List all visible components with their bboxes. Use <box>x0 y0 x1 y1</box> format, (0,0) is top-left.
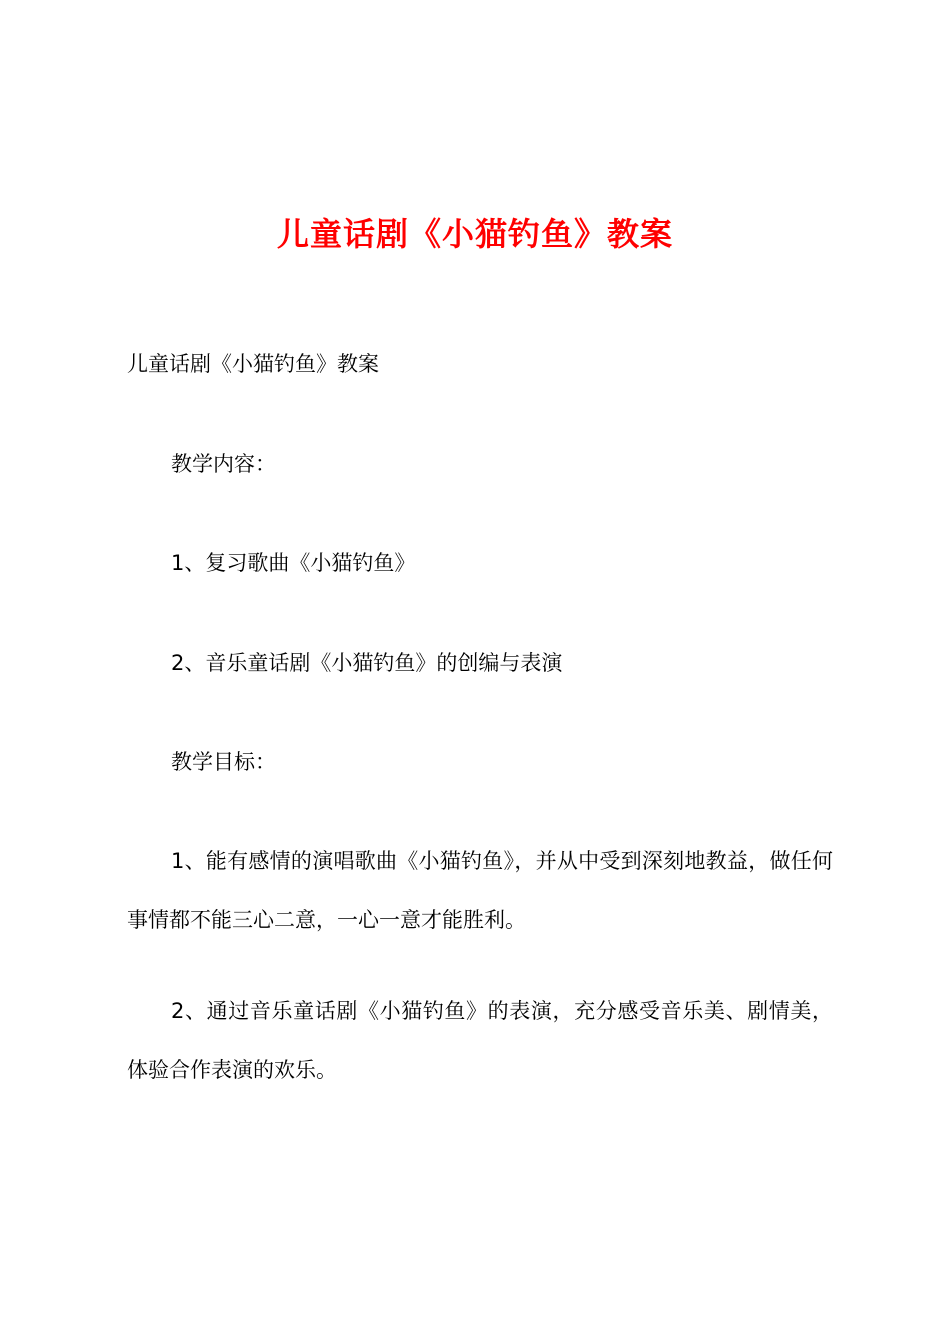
content-item: 1、复习歌曲《小猫钓鱼》 <box>171 551 416 575</box>
goal-paragraph: 2、通过音乐童话剧《小猫钓鱼》的表演，充分感受音乐美、剧情美，体验合作表演的欢乐。 <box>127 999 833 1082</box>
section-content-heading: 教学内容： <box>171 452 276 476</box>
section-goals-heading: 教学目标： <box>171 750 276 774</box>
document-subtitle: 儿童话剧《小猫钓鱼》教案 <box>127 352 379 376</box>
document-title: 儿童话剧《小猫钓鱼》教案 <box>276 215 673 253</box>
goal-paragraph: 1、能有感情的演唱歌曲《小猫钓鱼》，并从中受到深刻地教益，做任何事情都不能三心二意，一心一意才能胜利。 <box>127 849 833 932</box>
content-item: 2、音乐童话剧《小猫钓鱼》的创编与表演 <box>171 651 563 675</box>
